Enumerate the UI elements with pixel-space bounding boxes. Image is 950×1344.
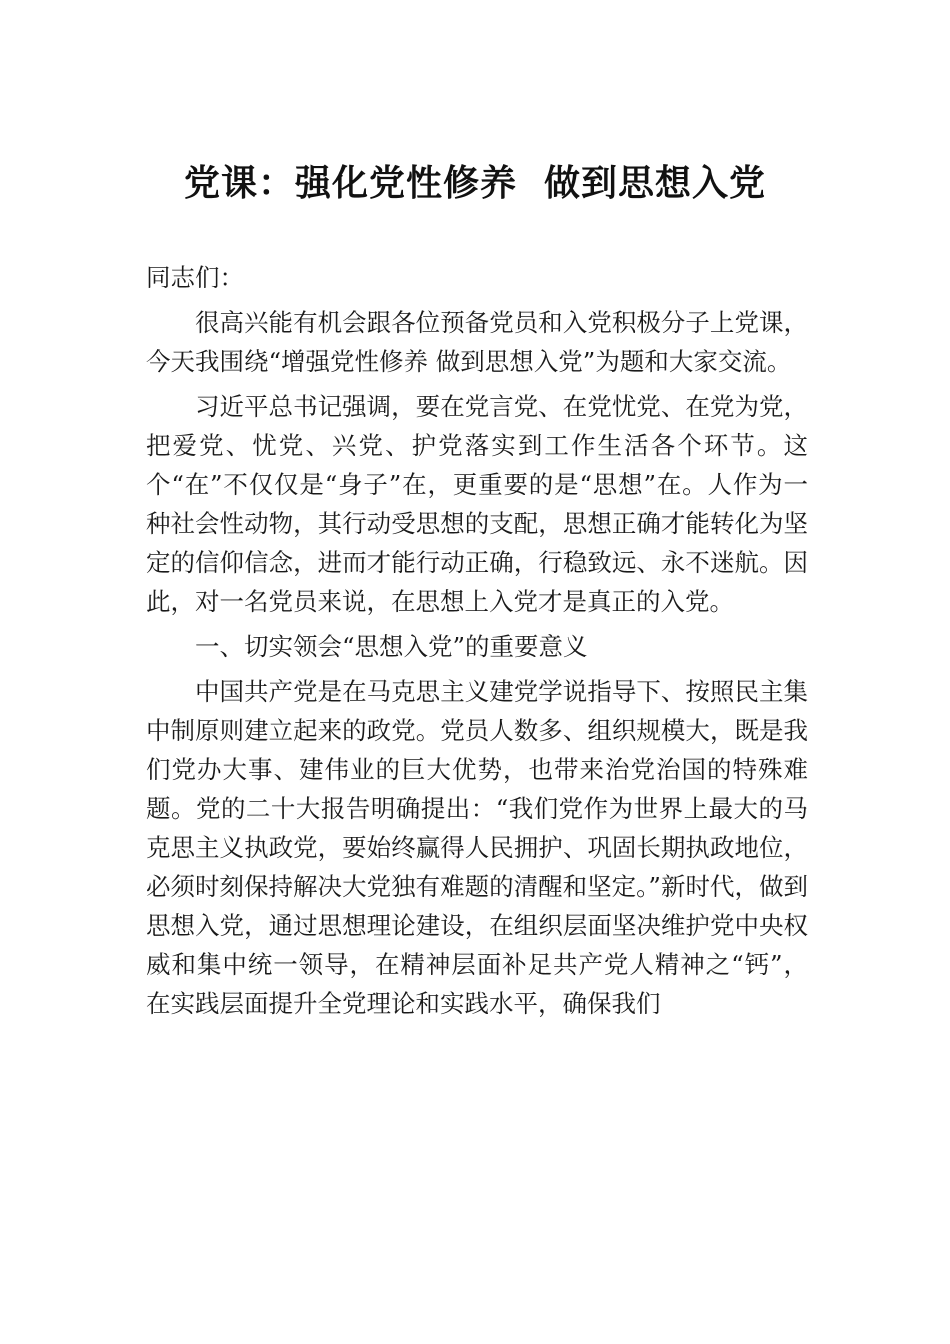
paragraph-intro: 很高兴能有机会跟各位预备党员和入党积极分子上党课，今天我围绕“增强党性修养 做到思想入党”为题和大家交流。 (146, 308, 808, 376)
salutation: 同志们： (146, 263, 244, 292)
document-title: 党课：强化党性修养 做到思想入党 (183, 162, 767, 204)
document-body (146, 258, 808, 1023)
section-heading: 一、切实领会“思想入党”的重要意义 (195, 632, 588, 661)
paragraph-quote: 习近平总书记强调，要在党言党、在党忧党、在党为党，把爱党、忧党、兴党、护党落实到工作生活各个环节。这个“在”不仅仅是“身子”在，更重要的是“思想”在。人作为一种社会性动物，其行动受思想的支配，思想正确才能转化为坚定的信仰信念，进而才能行动正确，行稳致远、永不迷航。因此，对一名党员来说，在思想上入党才是真正的入党。 (146, 392, 808, 616)
paragraph-section-one: 中国共产党是在马克思主义建党学说指导下、按照民主集中制原则建立起来的政党。党员人数多、组织规模大，既是我们党办大事、建伟业的巨大优势，也带来治党治国的特殊难题。党的二十大报告明确提出：“我们党作为世界上最大的马克思主义执政党，要始终赢得人民拥护、巩固长期执政地位，必须时刻保持解决大党独有难题的清醒和坚定。”新时代，做到思想入党，通过思想理论建设，在组织层面坚决维护党中央权威和集中统一领导，在精神层面补足共产党人精神之“钙”，在实践层面提升全党理论和实践水平，确保我们 (146, 677, 808, 1018)
